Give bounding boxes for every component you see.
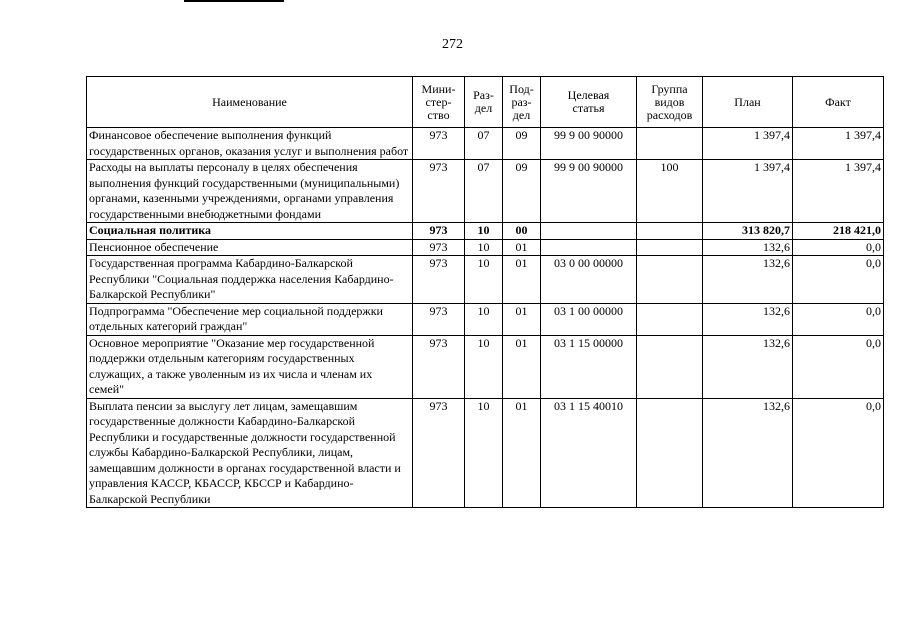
cell-subsection: 01 bbox=[503, 398, 541, 508]
cell-expense-group bbox=[637, 128, 703, 160]
table-header-row bbox=[87, 77, 884, 128]
cell-ministry: 973 bbox=[413, 128, 465, 160]
cell-plan: 1 397,4 bbox=[703, 160, 793, 223]
cell-expense-group: 100 bbox=[637, 160, 703, 223]
cell-subsection: 00 bbox=[503, 223, 541, 240]
cell-expense-group bbox=[637, 256, 703, 304]
page-number: 272 bbox=[442, 37, 463, 52]
header-ministry-label: Мини- стер- ство bbox=[421, 81, 456, 122]
cell-target bbox=[541, 239, 637, 256]
cell-plan: 132,6 bbox=[703, 398, 793, 508]
cell-plan: 1 397,4 bbox=[703, 128, 793, 160]
cell-section: 10 bbox=[465, 239, 503, 256]
cell-expense-group bbox=[637, 239, 703, 256]
cell-target: 99 9 00 90000 bbox=[541, 160, 637, 223]
cell-section: 07 bbox=[465, 160, 503, 223]
cell-subsection: 09 bbox=[503, 128, 541, 160]
table-row bbox=[87, 256, 884, 304]
cell-target: 03 1 00 00000 bbox=[541, 303, 637, 335]
cell-name: Выплата пенсии за выслугу лет лицам, замещавшим государственные должности Кабардино-Балкарской Республики и государственные должности государственной службы Кабардино-Балкарской Республики, лицам, замещавшим должности в органах государственной власти и управления КАССР, КБАССР, КБССР и Кабардино-Балкарской Республики bbox=[87, 398, 413, 508]
table-row bbox=[87, 335, 884, 398]
cell-section: 10 bbox=[465, 223, 503, 240]
cell-fact: 1 397,4 bbox=[793, 160, 884, 223]
header-expense-group bbox=[637, 77, 703, 128]
header-ministry bbox=[413, 77, 465, 128]
cell-section: 10 bbox=[465, 398, 503, 508]
cell-plan: 132,6 bbox=[703, 256, 793, 304]
budget-table bbox=[86, 76, 884, 508]
cell-name: Социальная политика bbox=[87, 223, 413, 240]
cell-fact: 1 397,4 bbox=[793, 128, 884, 160]
cell-fact: 0,0 bbox=[793, 398, 884, 508]
cell-target bbox=[541, 223, 637, 240]
cell-subsection: 01 bbox=[503, 239, 541, 256]
cell-expense-group bbox=[637, 303, 703, 335]
cell-name: Государственная программа Кабардино-Балкарской Республики "Социальная поддержка населения Кабардино-Балкарской Республики" bbox=[87, 256, 413, 304]
cell-fact: 0,0 bbox=[793, 239, 884, 256]
header-name: Наименование bbox=[87, 77, 413, 128]
cell-ministry: 973 bbox=[413, 303, 465, 335]
header-subsection bbox=[503, 77, 541, 128]
table-row bbox=[87, 128, 884, 160]
cell-plan: 313 820,7 bbox=[703, 223, 793, 240]
cell-ministry: 973 bbox=[413, 398, 465, 508]
header-plan: План bbox=[703, 77, 793, 128]
cell-section: 10 bbox=[465, 256, 503, 304]
table-body bbox=[87, 128, 884, 508]
cell-name: Расходы на выплаты персоналу в целях обеспечения выполнения функций государственными (муниципальными) органами, казенными учреждениями, органами управления государственными внебюджетными фондами bbox=[87, 160, 413, 223]
table-row bbox=[87, 239, 884, 256]
cell-expense-group bbox=[637, 398, 703, 508]
header-section bbox=[465, 77, 503, 128]
cell-subsection: 01 bbox=[503, 256, 541, 304]
cell-ministry: 973 bbox=[413, 335, 465, 398]
cell-ministry: 973 bbox=[413, 256, 465, 304]
cell-section: 10 bbox=[465, 335, 503, 398]
header-subsection-label: Под- раз- дел bbox=[509, 81, 534, 122]
header-expense-group-label: Группа видов расходов bbox=[646, 81, 693, 122]
cell-name: Основное мероприятие "Оказание мер государственной поддержки отдельным категориям государственных служащих, а также уволенным из их числа и членам их семей" bbox=[87, 335, 413, 398]
cell-name: Подпрограмма "Обеспечение мер социальной поддержки отдельных категорий граждан" bbox=[87, 303, 413, 335]
header-target-label: Целевая статья bbox=[567, 88, 610, 115]
cell-section: 10 bbox=[465, 303, 503, 335]
cell-subsection: 01 bbox=[503, 303, 541, 335]
header-fact: Факт bbox=[793, 77, 884, 128]
cell-target: 03 1 15 40010 bbox=[541, 398, 637, 508]
cell-ministry: 973 bbox=[413, 223, 465, 240]
cell-fact: 218 421,0 bbox=[793, 223, 884, 240]
table-row bbox=[87, 303, 884, 335]
cell-subsection: 09 bbox=[503, 160, 541, 223]
top-edge-rule bbox=[184, 0, 284, 2]
table-row bbox=[87, 160, 884, 223]
cell-target: 03 1 15 00000 bbox=[541, 335, 637, 398]
cell-target: 99 9 00 90000 bbox=[541, 128, 637, 160]
cell-expense-group bbox=[637, 223, 703, 240]
cell-target: 03 0 00 00000 bbox=[541, 256, 637, 304]
cell-fact: 0,0 bbox=[793, 335, 884, 398]
header-target bbox=[541, 77, 637, 128]
cell-name: Финансовое обеспечение выполнения функций государственных органов, оказания услуг и выполнения работ bbox=[87, 128, 413, 160]
header-section-label: Раз- дел bbox=[473, 88, 494, 115]
cell-plan: 132,6 bbox=[703, 335, 793, 398]
cell-ministry: 973 bbox=[413, 239, 465, 256]
cell-name: Пенсионное обеспечение bbox=[87, 239, 413, 256]
cell-plan: 132,6 bbox=[703, 239, 793, 256]
cell-expense-group bbox=[637, 335, 703, 398]
cell-fact: 0,0 bbox=[793, 256, 884, 304]
cell-subsection: 01 bbox=[503, 335, 541, 398]
cell-plan: 132,6 bbox=[703, 303, 793, 335]
table-row bbox=[87, 398, 884, 508]
table-row bbox=[87, 223, 884, 240]
cell-fact: 0,0 bbox=[793, 303, 884, 335]
cell-ministry: 973 bbox=[413, 160, 465, 223]
cell-section: 07 bbox=[465, 128, 503, 160]
